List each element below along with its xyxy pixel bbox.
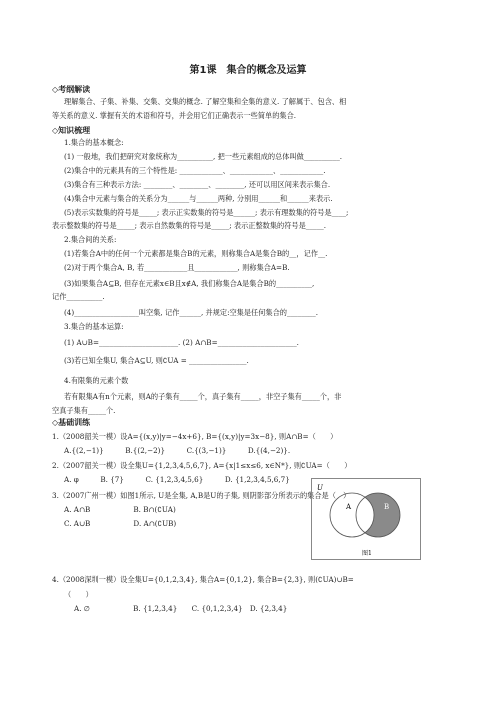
zhishi-line: 2.集合间的关系:: [64, 235, 117, 244]
question-3: 3.（2007广州一模）如图1所示, U是全集, A,B是U的子集, 则阴影部分所表示的集合是（ ）: [52, 491, 351, 500]
question-4: 4.（2008深圳一模）设全集U={0,1,2,3,4}, 集合A={0,1,2}, 集合B={2,3}, 则(∁UA)∪B=: [52, 575, 354, 584]
section-heading-zhishi: ◇知识梳理: [52, 126, 91, 135]
zhishi-line: 3.集合的基本运算:: [64, 322, 124, 331]
question-4-paren: （ ）: [64, 590, 93, 599]
question-2: 2.（2007韶关一模）设全集U={1,2,3,4,5,6,7}, A={x|1≤x≤6, x∈N*}, 则∁UA=（ ）: [52, 461, 352, 470]
question-4-options: A. ∅ B. {1,2,3,4} C. {0,1,2,3,4} D. {2,3,4}: [74, 604, 288, 613]
zhishi-line: (3)若已知全集U, 集合A⊆U, 则∁UA = ________________.: [64, 356, 249, 365]
zhishi-line: (4)集合中元素与集合的关系分为______与______两种, 分别用______和______来表示.: [64, 194, 333, 203]
zhishi-line: (1) 一般地，我们把研究对象统称为__________, 把一些元素组成的总体叫做__________.: [64, 152, 343, 161]
page-title: 第1课 集合的概念及运算: [189, 65, 307, 76]
kaogang-line: 等关系的意义. 掌握有关的术语和符号，并会用它们正确表示一些简单的集合.: [52, 111, 297, 120]
question-2-options: A. φ B. {7} C. {1,2,3,4,5,6} D. {1,2,3,4,5,6,7}: [64, 475, 290, 484]
u-label: U: [317, 484, 323, 492]
zhishi-line: 表示整数集的符号是_____; 表示自然数集的符号是_____; 表示正整数集的符号是_____.: [52, 221, 327, 230]
zhishi-line: (2)集合中的元素具有的三个特性是: ____________、____________、____________.: [64, 166, 326, 175]
kaogang-line: 理解集合、子集、补集、交集、交集的概念. 了解空集和全集的意义. 了解属于、包含、相: [64, 97, 347, 106]
question-1: 1.（2008韶关一模）设A={(x,y)|y=−4x+6}, B={(x,y)|y=3x−8}, 则A∩B=（ ）: [52, 432, 338, 441]
zhishi-line: (1) A∪B=______________________. (2) A∩B=______________________.: [64, 338, 299, 347]
venn-svg: [312, 479, 420, 559]
b-label: B: [384, 503, 390, 511]
zhishi-line: (1)若集合A中的任何一个元素都是集合B的元素，则称集合A是集合B的__，记作__.: [64, 249, 328, 258]
zhishi-line: (5)表示实数集的符号是_____; 表示正实数集的符号是______; 表示有理数集的符号是____;: [64, 208, 349, 217]
zhishi-line: 1.集合的基本概念:: [64, 138, 124, 147]
question-3-options-ab: A. A∩B B. B∩(∁UA): [64, 505, 176, 514]
zhishi-line: (2)对于两个集合A, B, 若____________且____________, 则称集合A=B.: [64, 263, 290, 272]
zhishi-line: 4.有限集的元素个数: [64, 376, 129, 385]
zhishi-line: 记作__________.: [52, 292, 105, 301]
zhishi-line: 若有限集A有n个元素，则A的子集有_____个，真子集有_____，非空子集有_____个，非: [64, 392, 342, 401]
zhishi-line: (3)如果集合A⊆B, 但存在元素x∈B且x∉A, 我们称集合A是集合B的__________,: [64, 279, 315, 288]
section-heading-kaogang: ◇考纲解读: [52, 85, 91, 94]
question-1-options: A.{(2,−1)} B.{(2,−2)} C.{(3,−1)} D.{(4,−2)}.: [64, 446, 291, 455]
zhishi-line: (3)集合有三种表示方法: ________、________、________, 还可以用区间来表示集合.: [64, 180, 331, 189]
a-label: A: [346, 503, 352, 511]
figure-caption: 图1: [362, 550, 372, 557]
zhishi-line: 空真子集有_____个.: [52, 406, 116, 415]
question-3-options-cd: C. A∪B D. A∩(∁UB): [64, 519, 177, 528]
venn-diagram: [311, 478, 421, 560]
section-heading-jichu: ◇基础训练: [52, 418, 91, 427]
zhishi-line: (4)__________________叫空集, 记作______, 并规定:空集是任何集合的________.: [64, 308, 319, 317]
